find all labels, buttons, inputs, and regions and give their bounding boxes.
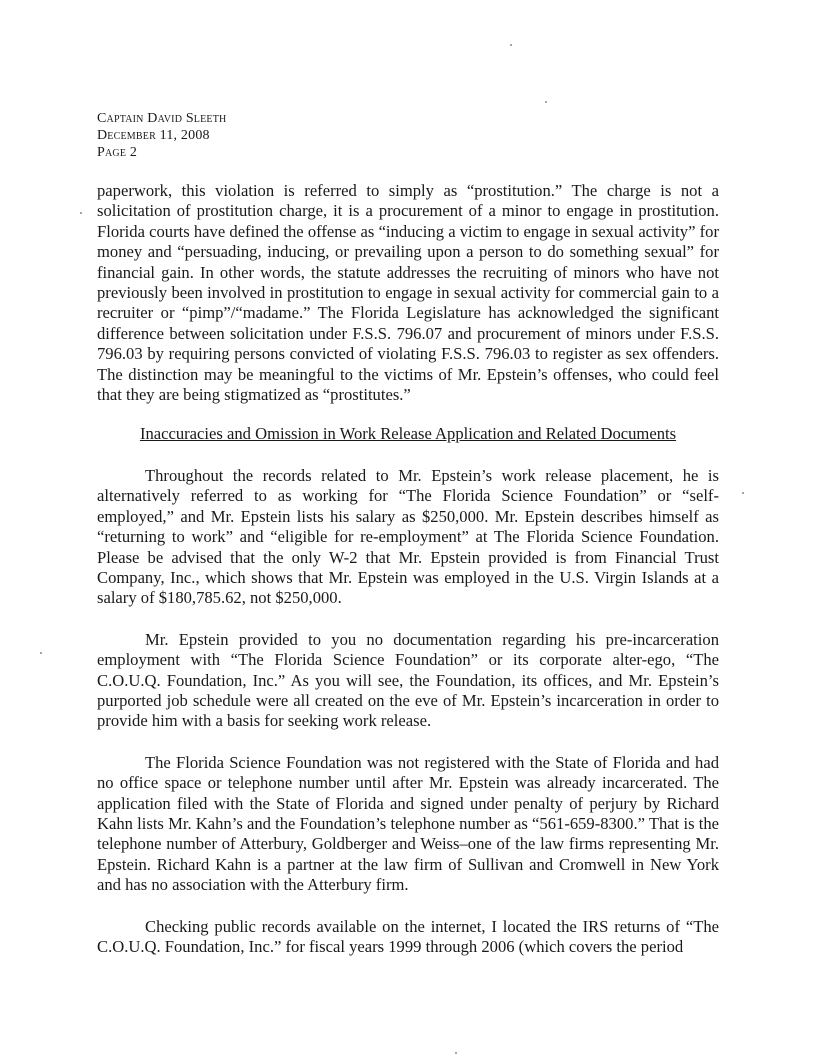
recipient-line: Captain David Sleeth xyxy=(97,111,227,126)
scan-speck xyxy=(545,101,547,103)
date-line: December 11, 2008 xyxy=(97,128,210,143)
page-number: Page 2 xyxy=(97,145,138,160)
letter-body xyxy=(97,181,719,957)
section-heading: Inaccuracies and Omission in Work Release Application and Related Documents xyxy=(139,424,677,444)
paragraph-irs-returns: Checking public records available on the internet, I located the IRS returns of “The C.O.U.Q. Foundation, Inc.” for fiscal years 1999 through 2006 (which covers the period xyxy=(97,916,719,956)
scan-speck xyxy=(455,1052,457,1054)
paragraph-documentation: Mr. Epstein provided to you no documentation regarding his pre-incarceration employment with “The Florida Science Foundation” or its corporate alter-ego, “The C.O.U.Q. Foundation, Inc.” As you will see, the Foundation, its offices, and Mr. Epstein’s purported job schedule were all created on the eve of Mr. Epstein’s incarceration in order to provide him with a basis for seeking work release. xyxy=(97,629,719,731)
scan-speck xyxy=(40,652,42,654)
scan-speck xyxy=(510,44,512,46)
scan-speck xyxy=(80,212,82,214)
scan-speck xyxy=(742,492,744,494)
paragraph-foundation-registration: The Florida Science Foundation was not registered with the State of Florida and had no office space or telephone number until after Mr. Epstein was already incarcerated. The application filed with the State of Florida and signed under penalty of perjury by Richard Kahn lists Mr. Kahn’s and the Foundation’s telephone number as “561-659-8300.” That is the telephone number of Atterbury, Goldberger and Weiss–one of the law firms representing Mr. Epstein. Richard Kahn is a partner at the law firm of Sullivan and Cromwell in New York and has no association with the Atterbury firm. xyxy=(97,752,719,895)
letter-header xyxy=(97,110,226,161)
paragraph-work-release: Throughout the records related to Mr. Epstein’s work release placement, he is alternatively referred to as working for “The Florida Science Foundation” or “self-employed,” and Mr. Epstein lists his salary as $250,000. Mr. Epstein describes himself as “returning to work” and “eligible for re-employment” at The Florida Science Foundation. Please be advised that the only W-2 that Mr. Epstein provided is from Financial Trust Company, Inc., which shows that Mr. Epstein was employed in the U.S. Virgin Islands at a salary of $180,785.62, not $250,000. xyxy=(97,465,719,608)
paragraph-continued: paperwork, this violation is referred to simply as “prostitution.” The charge is not a solicitation of prostitution charge, it is a procurement of a minor to engage in prostitution. Florida courts have defined the offense as “inducing a victim to engage in sexual activity” for money and “persuading, inducing, or prevailing upon a person to do something sexual” for financial gain. In other words, the statute addresses the recruiting of minors who have not previously been involved in prostitution to engage in sexual activity for commercial gain to a recruiter or “pimp”/“madame.” The Florida Legislature has acknowledged the significant difference between solicitation under F.S.S. 796.07 and procurement of minors under F.S.S. 796.03 by requiring persons convicted of violating F.S.S. 796.03 to register as sex offenders. The distinction may be meaningful to the victims of Mr. Epstein’s offenses, who could feel that they are being stigmatized as “prostitutes.” xyxy=(97,181,719,405)
